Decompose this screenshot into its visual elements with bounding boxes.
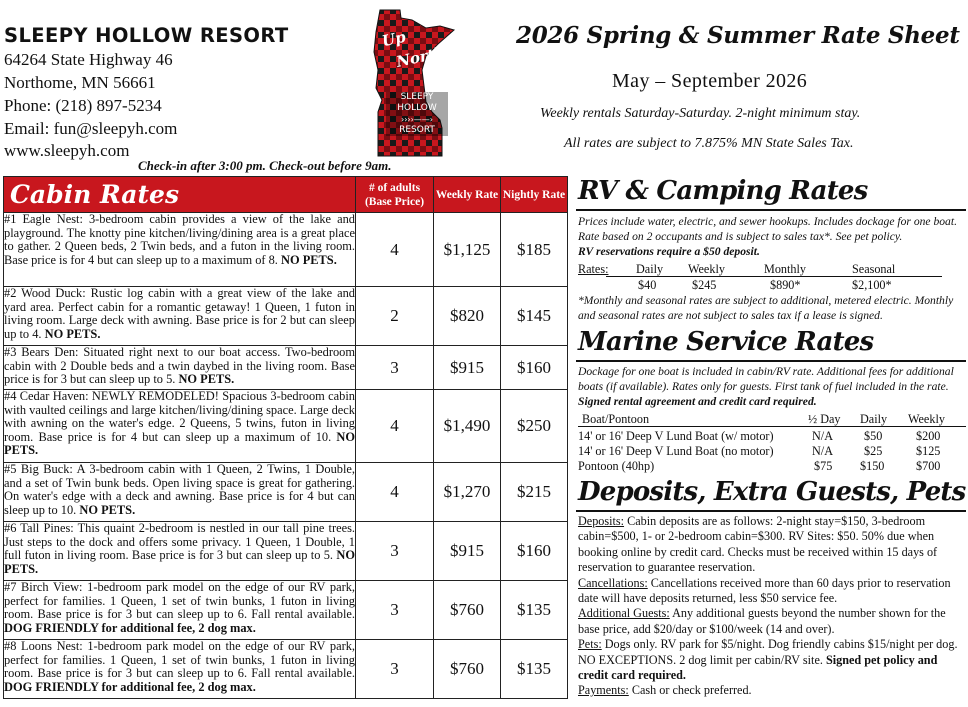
payments-paragraph: Payments: Cash or check preferred. xyxy=(578,683,752,698)
cabin-description: #7 Birch View: 1-bedroom park model on the edge of our RV park, perfect for families. 1 Queen, 1 set of twin bunks, 1 futon in living room. Base price is for 3 but can sleep up to 6. Fall rental available. DOG FRIENDLY for additional fee, 2 dog max. xyxy=(4,581,356,640)
col-nightly: Nightly Rate xyxy=(501,177,568,213)
marine-section-title: Marine Service Rates xyxy=(578,327,874,357)
table-row xyxy=(4,346,568,390)
marine-header-rule xyxy=(578,426,966,427)
marine-header-weekly: Weekly xyxy=(908,412,945,426)
rv-header-daily: Daily xyxy=(636,262,664,276)
marine-row-name: 14' or 16' Deep V Lund Boat (no motor) xyxy=(578,444,774,458)
rv-section-title: RV & Camping Rates xyxy=(578,176,868,206)
marine-intro: Dockage for one boat is included in cabin/RV rate. Additional fees for additional boats (if available). Rates only for guests. First tank of fuel included in the rate. Signed rental agreement and credit card required. xyxy=(578,365,954,409)
website-link[interactable]: www.sleepyh.com xyxy=(4,141,130,160)
cabin-weekly: $1,125 xyxy=(434,213,501,287)
table-row xyxy=(4,463,568,522)
cabin-nightly: $145 xyxy=(501,287,568,346)
cabin-table-header xyxy=(4,177,568,213)
table-row xyxy=(4,640,568,699)
guests-paragraph: Additional Guests: Any additional guests beyond the number shown for the base price, add $20/day or $100/week (14 and over). xyxy=(578,606,946,636)
cabin-adults: 3 xyxy=(356,522,434,581)
minnesota-logo xyxy=(366,8,456,158)
cabin-description: #8 Loons Nest: 1-bedroom park model on the edge of our RV park, perfect for families. 1 Queen, 1 set of twin bunks, 1 futon in living room. Base price is for 3 but can sleep up to 6. Fall rental available. DOG FRIENDLY for additional fee, 2 dog max. xyxy=(4,640,356,699)
cabin-adults: 2 xyxy=(356,287,434,346)
checkin-note: Check-in after 3:00 pm. Check-out before 9am. xyxy=(138,158,392,173)
marine-header-half: ½ Day xyxy=(808,412,841,426)
cabin-description: #6 Tall Pines: This quaint 2-bedroom is nestled in our tall pine trees. Just steps to the dock and offers some privacy. 1 Queen, 1 Double, 1 full futon in living room. Base price is for 3 but can sleep up to 5. NO PETS. xyxy=(4,522,356,581)
table-row xyxy=(4,213,568,287)
deposits-section-title: Deposits, Extra Guests, Pets xyxy=(578,477,966,507)
marine-divider xyxy=(576,360,966,362)
marine-row-half: N/A xyxy=(812,444,833,458)
cabin-nightly: $160 xyxy=(501,346,568,390)
marine-header-boat: Boat/Pontoon xyxy=(582,412,650,426)
rv-header-monthly: Monthly xyxy=(764,262,806,276)
cabin-adults: 4 xyxy=(356,463,434,522)
marine-row-half: N/A xyxy=(812,429,833,443)
logo-north-text: North xyxy=(394,43,447,71)
cancellations-paragraph: Cancellations: Cancellations received more than 60 days prior to reservation date will have deposits returned, less $50 service fee. xyxy=(578,575,951,606)
logo-name: SLEEPY HOLLOW ››››——› RESORT xyxy=(386,92,448,136)
rv-rate-weekly: $245 xyxy=(692,278,717,292)
rv-rate-daily: $40 xyxy=(638,278,657,292)
cabin-adults: 4 xyxy=(356,390,434,463)
rv-rate-monthly: $890* xyxy=(770,278,801,292)
deposits-paragraph: Deposits: Cabin deposits are as follows: 2-night stay=$150, 3-bedroom cabin=$500, 1- or 2-bedroom cabin=$300. RV Sites: $50. 50% due when booking online by credit card. Checks must be received within 15 days of reservation to guarantee reservation. xyxy=(578,514,938,575)
rv-header-seasonal: Seasonal xyxy=(852,262,896,276)
cabin-weekly: $760 xyxy=(434,581,501,640)
cabin-rates-table xyxy=(3,176,568,699)
cabin-nightly: $160 xyxy=(501,522,568,581)
cabin-description: #3 Bears Den: Situated right next to our boat access. Two-bedroom cabin with 2 Double beds and a twin daybed in the living room. Base price is for 3 but can sleep up to 5. NO PETS. xyxy=(4,346,356,390)
cabin-weekly: $1,490 xyxy=(434,390,501,463)
rv-divider xyxy=(576,209,966,211)
cabin-weekly: $820 xyxy=(434,287,501,346)
season-subtitle: May – September 2026 xyxy=(612,70,808,92)
marine-row-half: $75 xyxy=(814,459,833,473)
marine-row-daily: $150 xyxy=(860,459,885,473)
cabin-description: #1 Eagle Nest: 3-bedroom cabin provides a view of the lake and playground. The knotty pine kitchen/living/dining area is a great place to gather. 2 Queen beds, 2 Twin beds, and a futon in the living room. Base price is for 4 but can sleep up to a maximum of 8. NO PETS. xyxy=(4,213,356,287)
phone-number: Phone: (218) 897-5234 xyxy=(4,96,162,115)
cabin-rates-title: Cabin Rates xyxy=(4,177,356,213)
col-weekly: Weekly Rate xyxy=(434,177,501,213)
rv-intro: Prices include water, electric, and sewer hookups. Includes dockage for one boat. Rate based on 2 occupants and is subject to sales tax*. See pet policy. RV reservations require a $50 deposit. xyxy=(578,215,957,259)
marine-row-weekly: $700 xyxy=(916,459,941,473)
deposits-divider xyxy=(576,510,966,512)
tax-note: All rates are subject to 7.875% MN State Sales Tax. xyxy=(564,136,854,151)
cabin-description: #2 Wood Duck: Rustic log cabin with a great view of the lake and yard area. Perfect cabin for a romantic getaway! 1 Queen, 1 futon in living room. Large deck with awning. Base price is for 2 but can sleep up to 4. NO PETS. xyxy=(4,287,356,346)
marine-row-daily: $25 xyxy=(864,444,883,458)
rv-rate-seasonal: $2,100* xyxy=(852,278,892,292)
deposits-body xyxy=(578,514,968,699)
cabin-nightly: $215 xyxy=(501,463,568,522)
page-title: 2026 Spring & Summer Rate Sheet xyxy=(516,22,960,49)
marine-row-name: 14' or 16' Deep V Lund Boat (w/ motor) xyxy=(578,429,774,443)
pets-paragraph: Pets: Dogs only. RV park for $5/night. Dog friendly cabins $15/night per dog. NO EXCEPTIONS. 2 dog limit per cabin/RV site. Signed pet policy and credit card required. xyxy=(578,637,958,683)
cabin-nightly: $250 xyxy=(501,390,568,463)
rv-header-weekly: Weekly xyxy=(688,262,725,276)
cabin-adults: 3 xyxy=(356,640,434,699)
cabin-weekly: $915 xyxy=(434,346,501,390)
table-row xyxy=(4,390,568,463)
email-address: Email: fun@sleepyh.com xyxy=(4,119,178,138)
cabin-nightly: $135 xyxy=(501,640,568,699)
logo-up-text: Up xyxy=(380,27,408,51)
cabin-weekly: $915 xyxy=(434,522,501,581)
cabin-weekly: $1,270 xyxy=(434,463,501,522)
cabin-description: #4 Cedar Haven: NEWLY REMODELED! Spacious 3-bedroom cabin with vaulted ceilings and large kitchen/living/dining space. Large deck with awning on the water's edge. 2 Queens, 5 twins, futon in living room. Base price is for 4 but can sleep up a maximum of 10. NO PETS. xyxy=(4,390,356,463)
cabin-weekly: $760 xyxy=(434,640,501,699)
marine-header-daily: Daily xyxy=(860,412,888,426)
rv-footnote: *Monthly and seasonal rates are subject to additional, metered electric. Monthly and seasonal rates are not subject to sales tax if a lease is signed. xyxy=(578,294,954,323)
weekly-note: Weekly rentals Saturday-Saturday. 2-night minimum stay. xyxy=(540,106,861,121)
marine-row-name: Pontoon (40hp) xyxy=(578,459,655,473)
rv-rates-label: Rates: xyxy=(578,262,609,276)
cabin-description: #5 Big Buck: A 3-bedroom cabin with 1 Queen, 2 Twins, 1 Double, and a set of Twin bunk beds. Open living space is great for gathering. On water's edge with a deck and awning. Base price is for 4 but can sleep up to 10. NO PETS. xyxy=(4,463,356,522)
cabin-adults: 3 xyxy=(356,346,434,390)
resort-name: SLEEPY HOLLOW RESORT xyxy=(4,24,289,47)
cabin-adults: 3 xyxy=(356,581,434,640)
cabin-adults: 4 xyxy=(356,213,434,287)
address-line-1: 64264 State Highway 46 xyxy=(4,50,173,69)
table-row xyxy=(4,287,568,346)
col-adults: # of adults (Base Price) xyxy=(356,177,434,213)
cabin-nightly: $185 xyxy=(501,213,568,287)
rv-header-rule xyxy=(606,276,942,277)
marine-row-daily: $50 xyxy=(864,429,883,443)
marine-row-weekly: $200 xyxy=(916,429,941,443)
address-line-2: Northome, MN 56661 xyxy=(4,73,156,92)
marine-row-weekly: $125 xyxy=(916,444,941,458)
table-row xyxy=(4,581,568,640)
cabin-nightly: $135 xyxy=(501,581,568,640)
table-row xyxy=(4,522,568,581)
